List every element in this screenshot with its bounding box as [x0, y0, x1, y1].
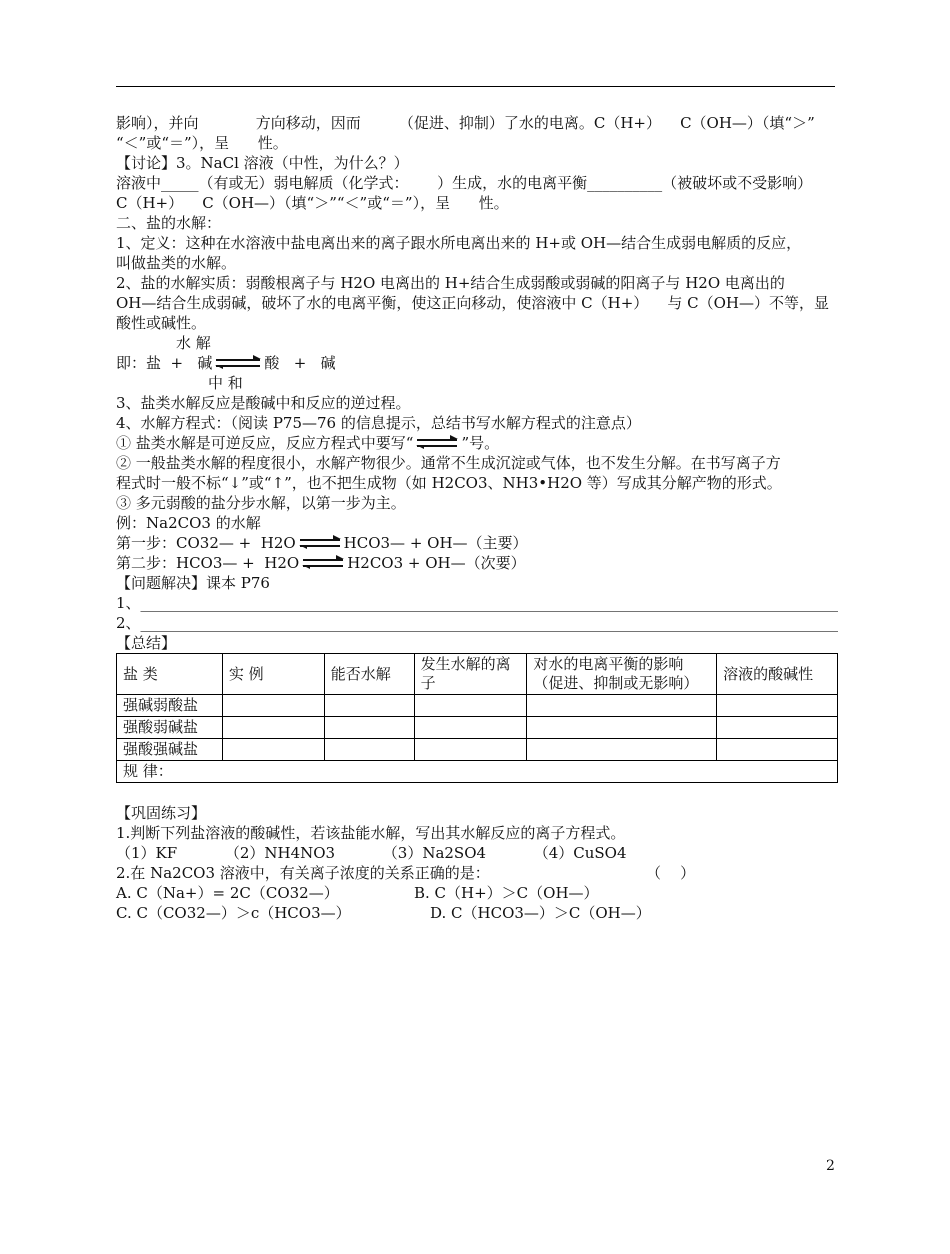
summary-table — [116, 653, 838, 783]
table-cell[interactable] — [414, 695, 527, 717]
table-header-cell: 能否水解 — [324, 654, 414, 695]
answer-line: 2、_____________________________________________________________________________________________ — [116, 614, 838, 632]
text-line: 2、盐的水解实质：弱酸根离子与 H2O 电离出的 H+结合生成弱酸或弱碱的阳离子与 H2O 电离出的 — [116, 274, 785, 292]
table-cell[interactable] — [717, 739, 838, 761]
page-number: 2 — [826, 1158, 835, 1174]
equation-right: 酸 + 碱 — [264, 354, 336, 372]
answer-paren: （ ） — [646, 864, 696, 882]
text-fragment: ”号。 — [461, 434, 500, 452]
table-row — [117, 695, 838, 717]
text-line: “＜”或“＝”），呈 性。 — [116, 134, 288, 152]
text-line: 酸性或碱性。 — [116, 314, 207, 332]
text-line: 叫做盐类的水解。 — [116, 254, 237, 272]
equilibrium-arrow-icon — [417, 437, 457, 449]
table-cell[interactable] — [414, 739, 527, 761]
text-line: 3、盐类水解反应是酸碱中和反应的逆过程。 — [116, 394, 411, 412]
table-cell: 强酸强碱盐 — [117, 739, 223, 761]
question-2: 2.在 Na2CO3 溶液中，有关离子浓度的关系正确的是： — [116, 864, 490, 882]
header-rule — [116, 86, 835, 87]
question-1-options: （1）KF （2）NH4NO3 （3）Na2SO4 （4）CuSO4 — [116, 844, 627, 862]
equilibrium-arrow-icon — [303, 557, 343, 569]
step-left: 第二步：HCO3— + H2O — [116, 554, 300, 572]
table-cell[interactable] — [222, 695, 324, 717]
option-b[interactable]: B. C（H+）＞C（OH—） — [414, 884, 599, 902]
table-cell[interactable] — [717, 695, 838, 717]
step-right: HCO3— + OH—（主要） — [343, 534, 528, 552]
section-heading: 二、盐的水解： — [116, 214, 222, 232]
text-line: 【讨论】3。NaCl 溶液（中性，为什么？） — [116, 154, 409, 172]
table-cell[interactable] — [527, 717, 717, 739]
text-line: 4、水解方程式：（阅读 P75—76 的信息提示，总结书写水解方程式的注意点） — [116, 414, 641, 432]
text-line: ③ 多元弱酸的盐分步水解，以第一步为主。 — [116, 494, 406, 512]
table-cell: 强酸弱碱盐 — [117, 717, 223, 739]
text-line: 【问题解决】课本 P76 — [116, 574, 270, 592]
table-cell[interactable] — [222, 717, 324, 739]
hydrolysis-step-2 — [116, 553, 838, 573]
equilibrium-arrow-icon — [216, 357, 260, 369]
table-cell[interactable] — [222, 739, 324, 761]
table-cell[interactable] — [324, 739, 414, 761]
table-header-row — [117, 654, 838, 695]
table-footer-row — [117, 761, 838, 783]
option-c[interactable]: C. C（CO32—）＞c（HCO3—） — [116, 904, 351, 922]
question-2-row — [116, 863, 838, 883]
document-body — [116, 113, 838, 923]
equation-row — [116, 353, 838, 373]
text-line: C（H+） C（OH—）（填“＞”“＜”或“＝”），呈 性。 — [116, 194, 509, 212]
table-header-cell: 实 例 — [222, 654, 324, 695]
step-left: 第一步：CO32— + H2O — [116, 534, 296, 552]
equilibrium-arrow-icon — [300, 537, 340, 549]
table-header-cell: 盐 类 — [117, 654, 223, 695]
table-cell[interactable] — [527, 739, 717, 761]
text-line: 【总结】 — [116, 634, 177, 652]
table-header-cell: 溶液的酸碱性 — [717, 654, 838, 695]
equation-bottom-label: 中 和 — [208, 374, 243, 392]
table-header-cell: 发生水解的离子 — [414, 654, 527, 695]
equation-top-label: 水 解 — [176, 334, 211, 352]
text-line: 1、定义：这种在水溶液中盐电离出来的离子跟水所电离出来的 H+或 OH—结合生成弱电解质的反应， — [116, 234, 802, 252]
text-line: 例：Na2CO3 的水解 — [116, 514, 261, 532]
text-line: 程式时一般不标“↓”或“↑”，也不把生成物（如 H2CO3、NH3•H2O 等）写成其分解产物的形式。 — [116, 474, 782, 492]
option-d[interactable]: D. C（HCO3—）＞C（OH—） — [430, 904, 651, 922]
choice-row — [116, 903, 838, 923]
choice-row — [116, 883, 838, 903]
text-line: 影响），并向 方向移动，因而 （促进、抑制）了水的电离。C（H+） C（OH—）（填“＞” — [116, 114, 815, 132]
table-row — [117, 717, 838, 739]
answer-line: 1、_____________________________________________________________________________________________ — [116, 594, 838, 612]
equation-left: 即：盐 + 碱 — [116, 354, 213, 372]
spacer — [116, 783, 838, 803]
table-cell[interactable] — [717, 717, 838, 739]
text-line: OH—结合生成弱碱，破坏了水的电离平衡，使这正向移动，使溶液中 C（H+） 与 C（OH—）不等，显 — [116, 294, 829, 312]
text-line: ② 一般盐类水解的程度很小，水解产物很少。通常不生成沉淀或气体，也不发生分解。在书写离子方 — [116, 454, 781, 472]
table-row — [117, 739, 838, 761]
hydrolysis-step-1 — [116, 533, 838, 553]
table-cell: 强碱弱酸盐 — [117, 695, 223, 717]
step-right: H2CO3 + OH—（次要） — [347, 554, 526, 572]
table-header-cell: 对水的电离平衡的影响（促进、抑制或无影响） — [527, 654, 717, 695]
option-a[interactable]: A. C（Na+）= 2C（CO32—） — [116, 884, 339, 902]
text-line-with-arrow — [116, 433, 838, 453]
table-cell[interactable] — [324, 695, 414, 717]
table-footer-cell: 规 律： — [117, 761, 838, 783]
practice-title: 【巩固练习】 — [116, 804, 207, 822]
text-fragment: ① 盐类水解是可逆反应，反应方程式中要写“ — [116, 434, 414, 452]
table-cell[interactable] — [527, 695, 717, 717]
question-1: 1.判断下列盐溶液的酸碱性，若该盐能水解，写出其水解反应的离子方程式。 — [116, 824, 626, 842]
text-line: 溶液中_____（有或无）弱电解质（化学式： ）生成，水的电离平衡__________（被破坏或不受影响） — [116, 174, 813, 192]
table-cell[interactable] — [414, 717, 527, 739]
table-cell[interactable] — [324, 717, 414, 739]
